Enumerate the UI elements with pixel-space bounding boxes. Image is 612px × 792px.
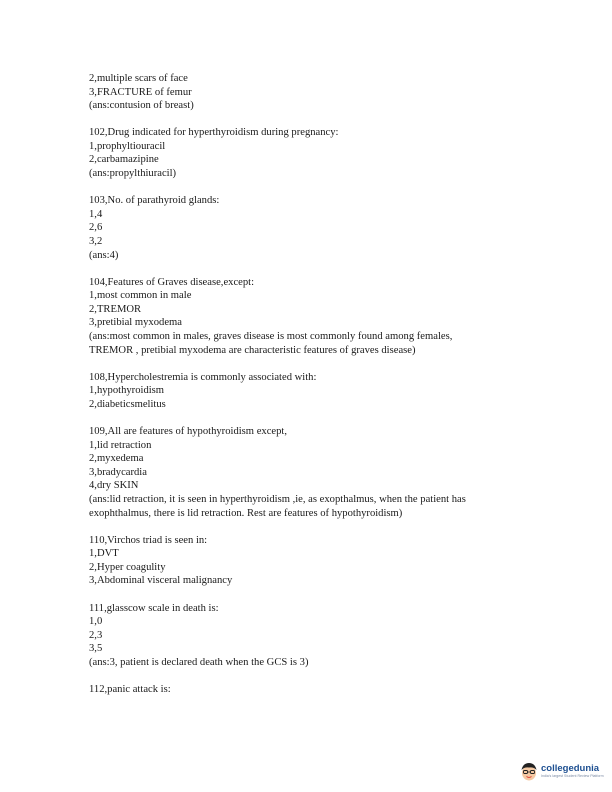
option-line: 2,TREMOR [89, 303, 142, 315]
question-line: 111,glasscow scale in death is: [89, 602, 219, 614]
question-block [89, 602, 529, 670]
question-line: 104,Features of Graves disease,except: [89, 276, 255, 288]
question-line: 108,Hypercholestremia is commonly associated with: [89, 371, 317, 383]
option-line: 4,dry SKIN [89, 480, 139, 492]
question-line: 102,Drug indicated for hyperthyroidism during pregnancy: [89, 127, 339, 139]
option-line: 1,0 [89, 616, 103, 628]
answer-line: (ans:contusion of breast) [89, 100, 194, 112]
mascot-face-icon [520, 761, 538, 781]
option-line: 2,carbamazipine [89, 154, 159, 166]
question-block [89, 276, 529, 358]
question-block [89, 371, 529, 412]
option-line: 3,2 [89, 235, 103, 247]
option-line: 1,most common in male [89, 290, 192, 302]
option-line: 2,myxedema [89, 453, 144, 465]
option-line: 1,DVT [89, 548, 119, 560]
logo-text [541, 764, 604, 779]
question-line: 110,Virchos triad is seen in: [89, 534, 208, 546]
option-line: 1,prophyltiouracil [89, 140, 166, 152]
option-line: 2,6 [89, 222, 103, 234]
option-line: 3,5 [89, 643, 103, 655]
option-line: 3,bradycardia [89, 466, 147, 478]
answer-line: (ans:most common in males, graves disease is most commonly found among females, [89, 331, 453, 342]
question-line: 103,No. of parathyroid glands: [89, 195, 220, 207]
option-line: 3,Abdominal visceral malignancy [89, 575, 233, 587]
document-body [89, 72, 529, 710]
option-line: 1,4 [89, 208, 103, 220]
logo-tagline: India's largest Student Review Platform [541, 773, 604, 778]
option-line: 2,3 [89, 629, 103, 641]
question-block [89, 683, 529, 697]
question-line: 109,All are features of hypothyroidism except, [89, 425, 287, 437]
answer-line: (ans:3, patient is declared death when the GCS is 3) [89, 656, 309, 668]
answer-line: (ans:propylthiuracil) [89, 168, 177, 180]
question-block [89, 425, 529, 520]
question-line: 112,panic attack is: [89, 683, 171, 695]
question-block [89, 194, 529, 262]
question-block [89, 126, 529, 180]
collegedunia-logo [520, 756, 612, 786]
answer-line: (ans:4) [89, 249, 119, 261]
answer-line: (ans:lid retraction, it is seen in hyperthyroidism ,ie, as exopthalmus, when the patient has [89, 493, 466, 505]
text-line: 2,multiple scars of face [89, 73, 188, 84]
answer-line: TREMOR , pretibial myxodema are characteristic features of graves disease) [89, 344, 416, 356]
text-line: 3,FRACTURE of femur [89, 86, 192, 98]
logo-wordmark: collegedunia [541, 762, 600, 774]
option-line: 2,diabeticsmelitus [89, 398, 166, 410]
option-line: 2,Hyper coagulity [89, 561, 166, 573]
option-line: 1,hypothyroidism [89, 385, 165, 397]
option-line: 1,lid retraction [89, 439, 152, 451]
option-line: 3,pretibial myxodema [89, 317, 182, 329]
answer-line: exophthalmus, there is lid retraction. Rest are features of hypothyroidism) [89, 507, 403, 519]
question-block [89, 534, 529, 588]
question-block [89, 72, 529, 113]
